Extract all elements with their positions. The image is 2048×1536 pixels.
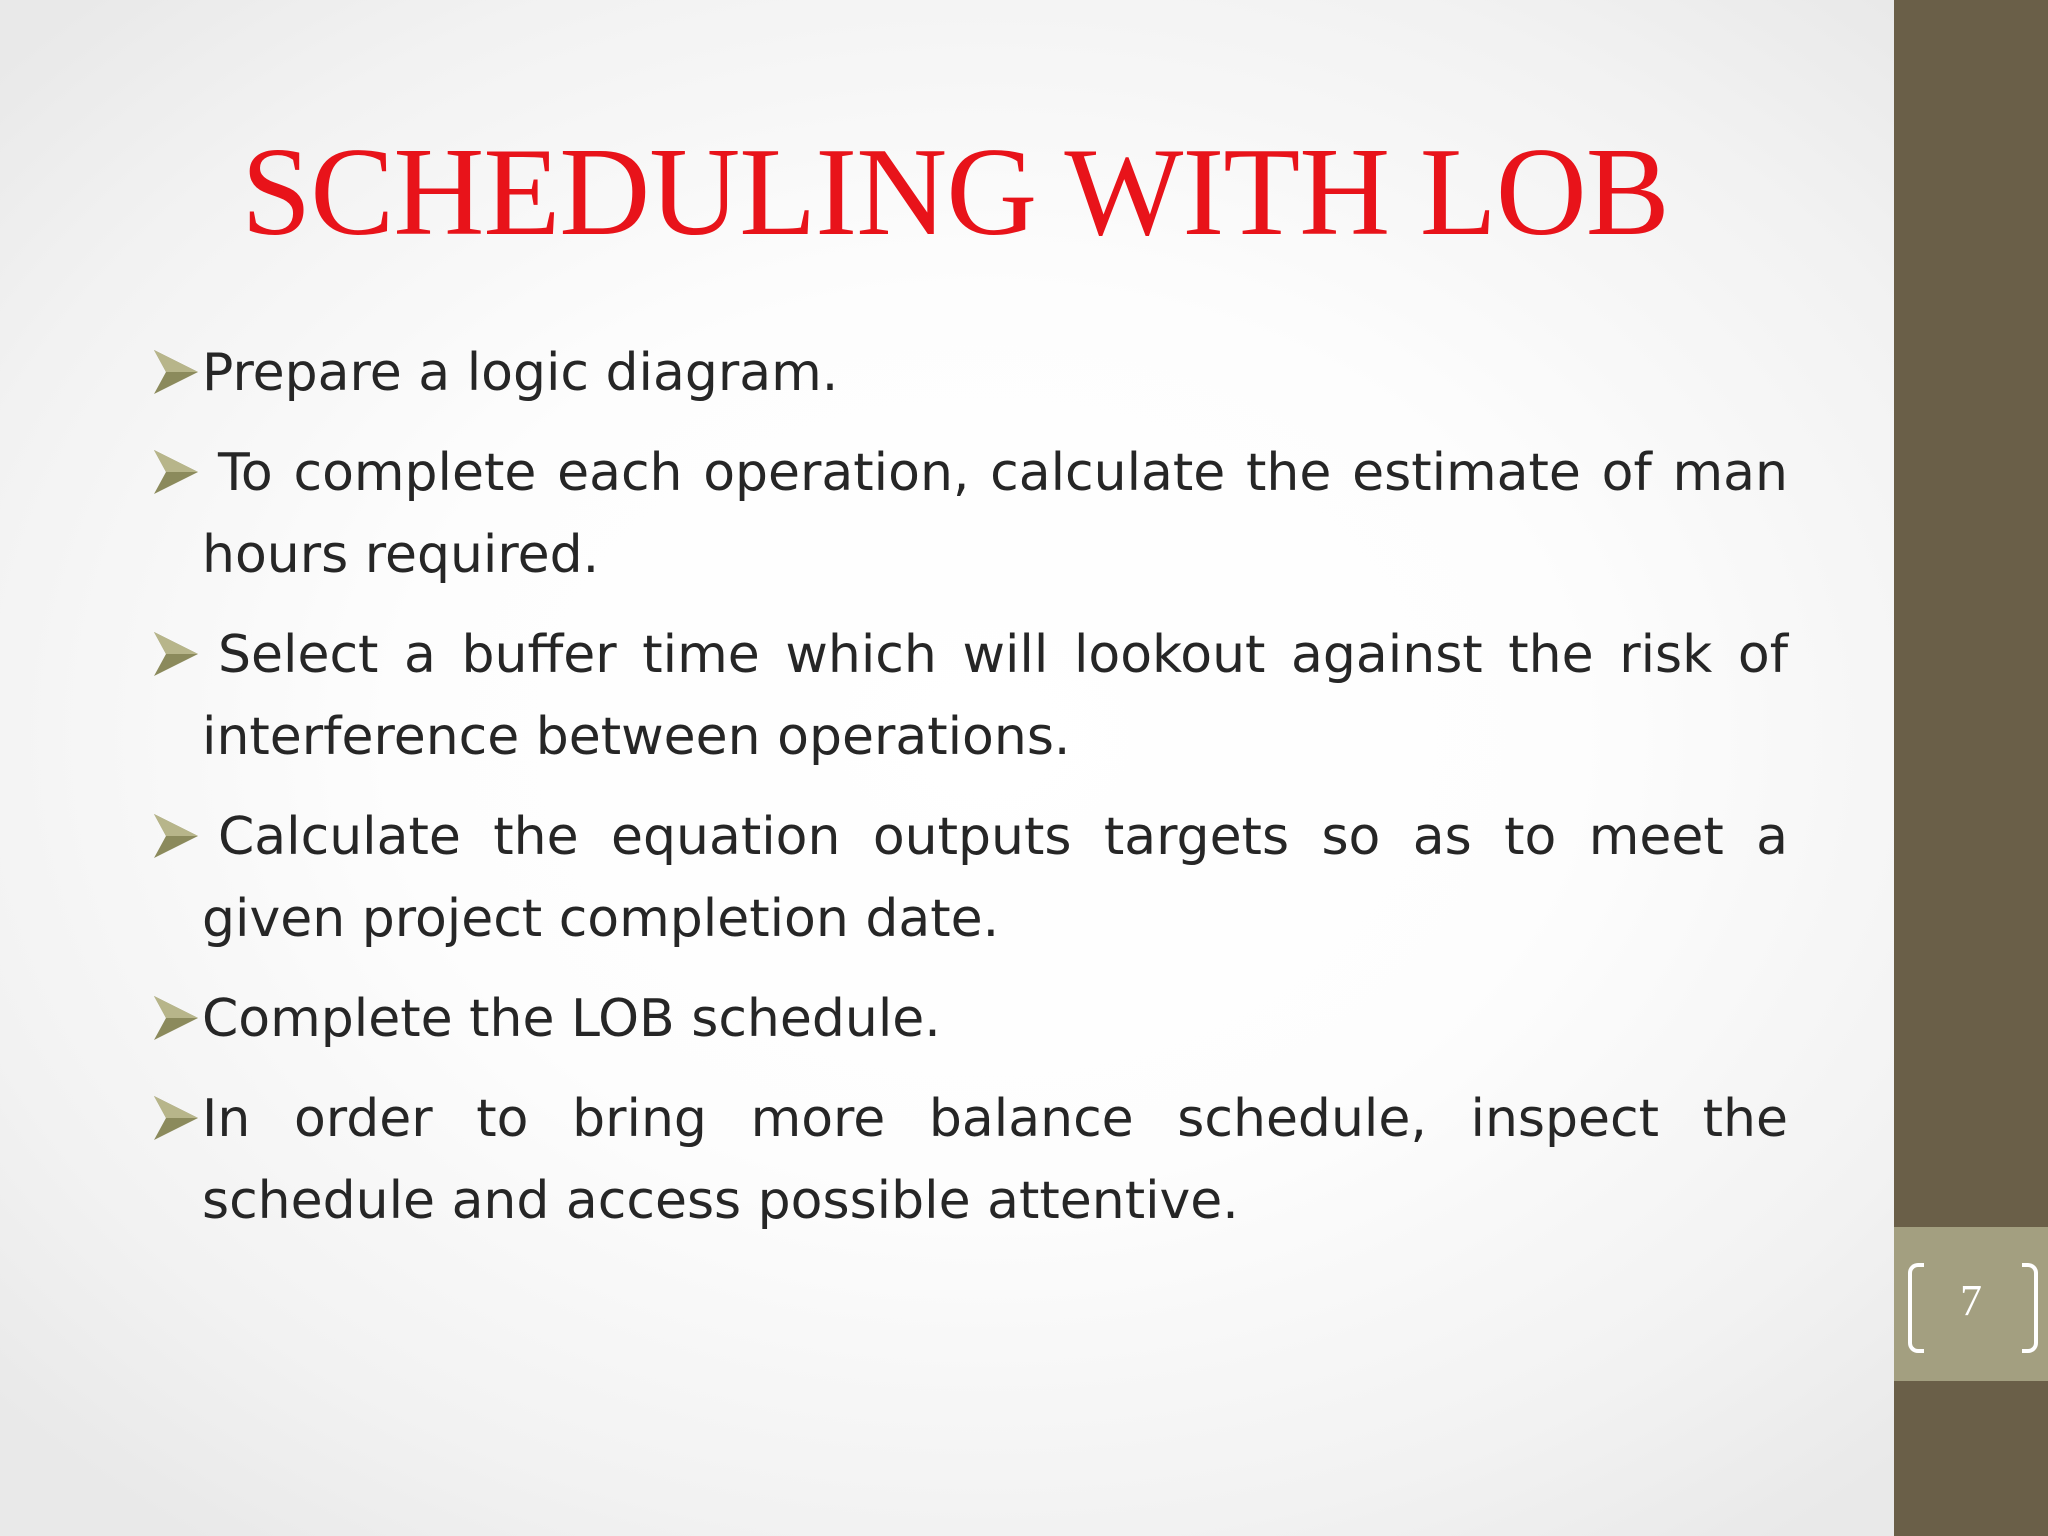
bullet-item: [150, 332, 1788, 414]
right-bracket-icon: [2022, 1263, 2038, 1353]
arrowhead-bullet-icon: [152, 442, 200, 502]
bullet-item: [150, 1078, 1788, 1242]
bullet-item: [150, 796, 1788, 960]
bullet-text: Prepare a logic diagram.: [202, 343, 839, 403]
bullet-text: Select a buffer time which will lookout against the risk of interference between operations.: [202, 625, 1788, 767]
arrowhead-bullet-icon: [152, 1088, 200, 1148]
bullet-text: To complete each operation, calculate the estimate of man hours required.: [202, 443, 1788, 585]
arrowhead-bullet-icon: [152, 806, 200, 866]
bullet-text: In order to bring more balance schedule, inspect the schedule and access possible attentive.: [202, 1089, 1788, 1231]
page-number: 7: [1960, 1276, 1982, 1325]
bullet-item: [150, 614, 1788, 778]
bullet-text: Complete the LOB schedule.: [202, 989, 941, 1049]
arrowhead-bullet-icon: [152, 988, 200, 1048]
arrowhead-bullet-icon: [152, 624, 200, 684]
bullet-item: [150, 978, 1788, 1060]
bullet-text: Calculate the equation outputs targets so as to meet a given project completion date.: [202, 807, 1788, 949]
slide-title: SCHEDULING WITH LOB: [241, 123, 1669, 262]
page-number-tab: [1894, 1227, 2048, 1381]
bullet-list: [150, 332, 1788, 1260]
arrowhead-bullet-icon: [152, 342, 200, 402]
bullet-item: [150, 432, 1788, 596]
